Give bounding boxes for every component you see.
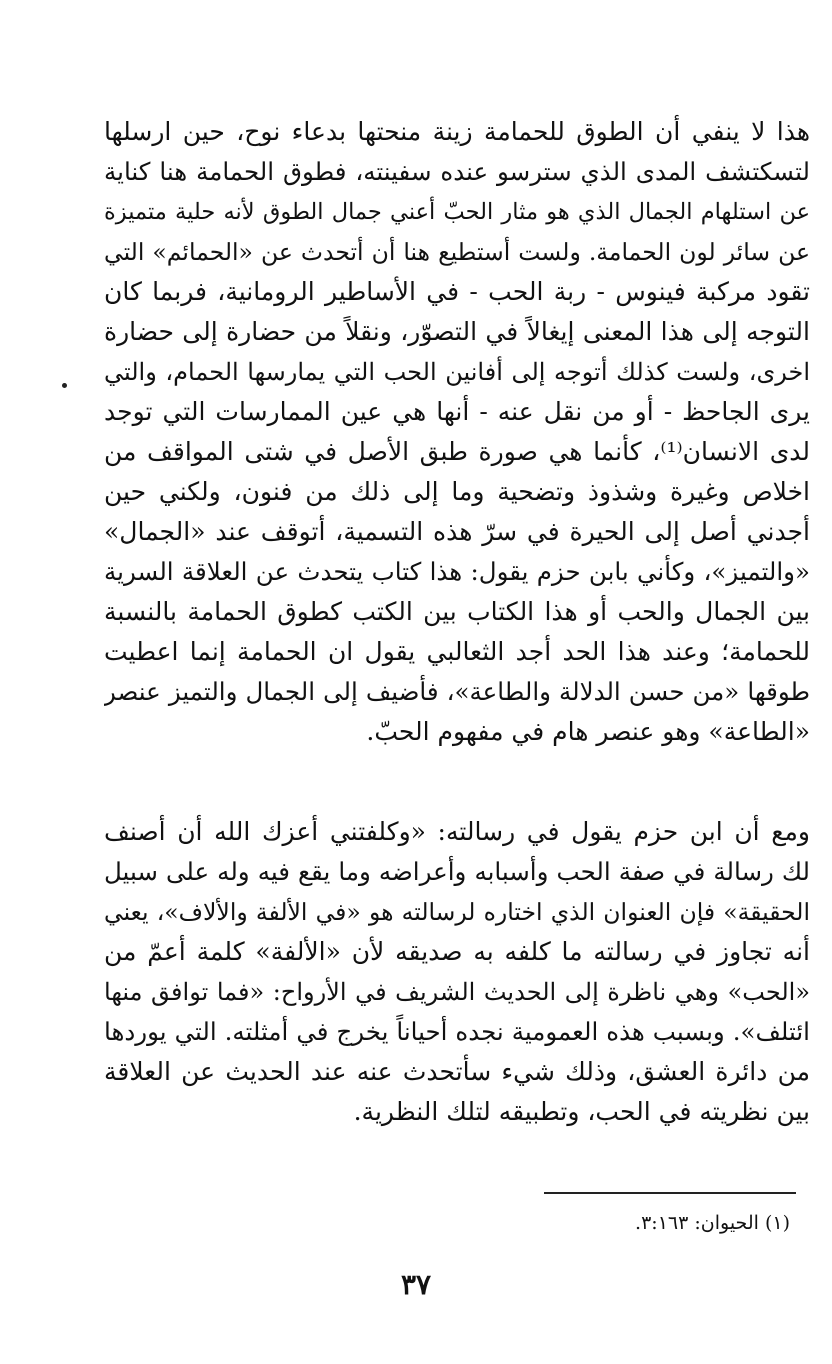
text-line: لك رسالة في صفة الحب وأسبابه وأعراضه وما يقع فيه وله على سبيل <box>104 857 810 886</box>
footnote-text: الحيوان: ٣:١٦٣. <box>635 1212 759 1234</box>
page-number: ٣٧ <box>400 1268 432 1301</box>
footnote-marker: (١) <box>764 1212 790 1234</box>
text-line: بين الجمال والحب أو هذا الكتاب بين الكتب كطوق الحمامة بالنسبة <box>104 597 810 626</box>
text-line: «الحب» وهي ناظرة إلى الحديث الشريف في الأرواح: «فما توافق منها <box>104 978 810 1006</box>
paragraph-1 <box>104 112 810 752</box>
text-line: اخلاص وغيرة وشذوذ وتضحية وما إلى ذلك من فنون، ولكني حين <box>104 477 810 506</box>
text-line: أنه تجاوز في رسالته ما كلفه به صديقه لأن «الألفة» كلمة أعمّ من <box>104 937 810 966</box>
text-line: عن سائر لون الحمامة. ولست أستطيع هنا أن أتحدث عن «الحمائم» التي <box>104 238 810 266</box>
text-line: ائتلف». وبسبب هذه العمومية نجده أحياناً يخرج في أمثلته. التي يوردها <box>104 1017 810 1046</box>
text-line: اخرى، ولست كذلك أتوجه إلى أفانين الحب التي يمارسها الحمام، والتي <box>104 358 810 386</box>
margin-dot <box>62 383 67 388</box>
text-line: لتسكتشف المدى الذي سترسو عنده سفينته، فطوق الحمامة هنا كناية <box>104 157 810 186</box>
text-line: لدى الانسان⁽¹⁾، كأنما هي صورة طبق الأصل في شتى المواقف من <box>104 437 810 466</box>
footnote <box>635 1208 790 1238</box>
text-line: التوجه إلى هذا المعنى إيغالاً في التصوّر، ونقلاً من حضارة إلى حضارة <box>104 317 810 346</box>
text-line: من دائرة العشق، وذلك شيء سأتحدث عنه عند الحديث عن العلاقة <box>104 1057 810 1086</box>
text-line: عن استلهام الجمال الذي هو مثار الحبّ أعني جمال الطوق لأنه حلية متميزة <box>104 199 810 225</box>
text-line: ومع أن ابن حزم يقول في رسالته: «وكلفتني أعزك الله أن أصنف <box>104 817 810 846</box>
text-line: بين نظريته في الحب، وتطبيقه لتلك النظرية. <box>353 1097 810 1126</box>
text-line: الحقيقة» فإن العنوان الذي اختاره لرسالته هو «في الألفة والألاف»، يعني <box>104 898 810 926</box>
footnote-divider <box>544 1192 796 1194</box>
text-line: طوقها «من حسن الدلالة والطاعة»، فأضيف إلى الجمال والتميز عنصر <box>104 677 810 706</box>
paragraph-2 <box>104 812 810 1132</box>
text-line: يرى الجاحظ - أو من نقل عنه - أنها هي عين الممارسات التي توجد <box>104 397 810 426</box>
text-line: «الطاعة» وهو عنصر هام في مفهوم الحبّ. <box>366 717 810 746</box>
text-line: هذا لا ينفي أن الطوق للحمامة زينة منحتها بدعاء نوح، حين ارسلها <box>104 117 810 146</box>
text-line: للحمامة؛ وعند هذا الحد أجد الثعالبي يقول ان الحمامة إنما اعطيت <box>104 637 810 666</box>
text-line: تقود مركبة فينوس - ربة الحب - في الأساطير الرومانية، فربما كان <box>104 277 810 306</box>
text-line: أجدني أصل إلى الحيرة في سرّ هذه التسمية، أتوقف عند «الجمال» <box>104 517 810 546</box>
text-line: «والتميز»، وكأني بابن حزم يقول: هذا كتاب يتحدث عن العلاقة السرية <box>104 557 810 586</box>
